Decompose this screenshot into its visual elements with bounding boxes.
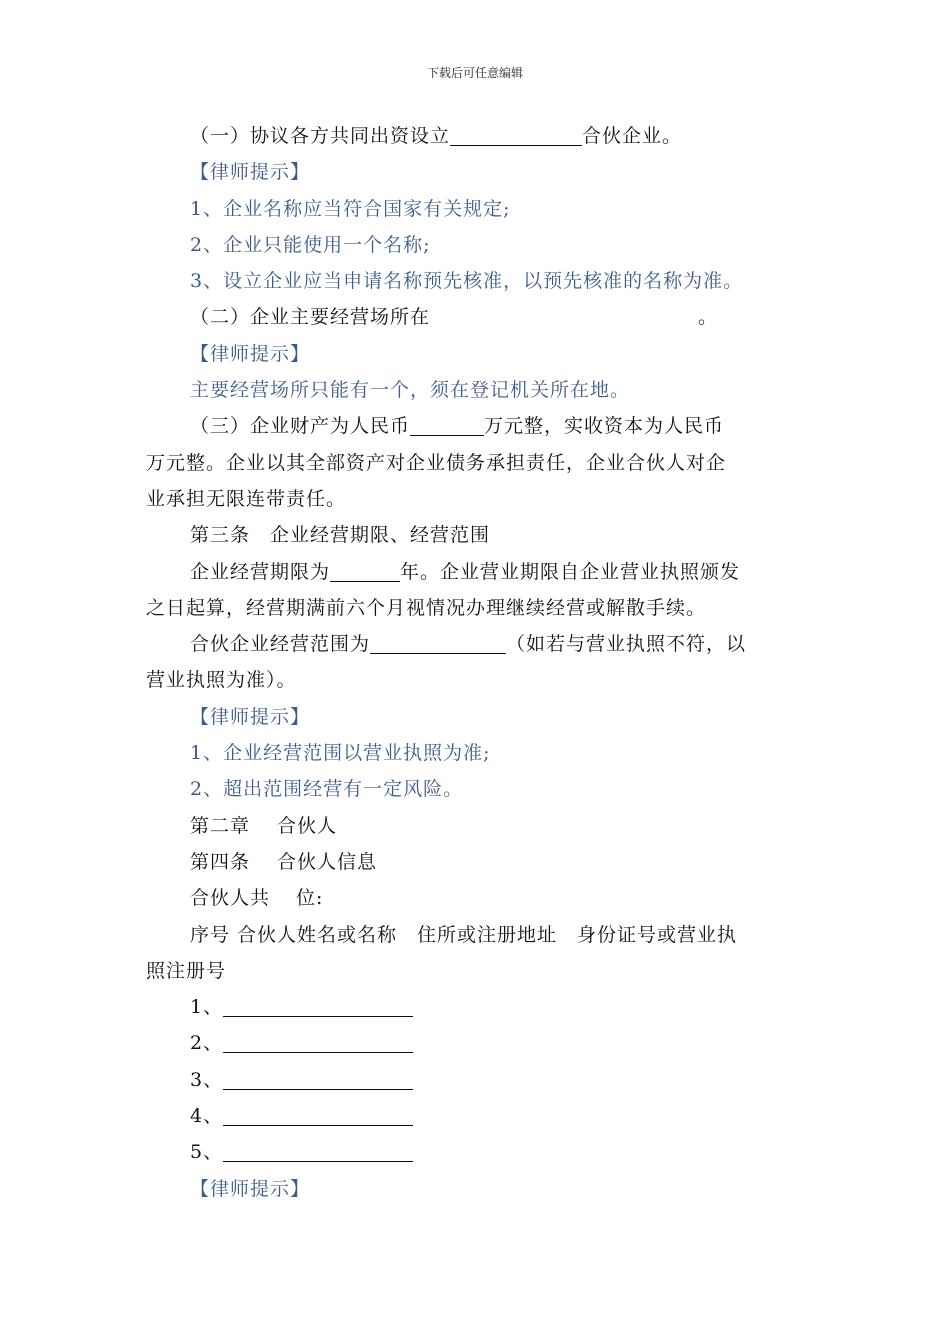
enterprise-name-blank[interactable] [450,123,582,146]
paragraph-2 [146,299,806,335]
paragraph-3-line-1 [146,408,806,444]
paragraph-3-line-2: 万元整。企业以其全部资产对企业债务承担责任，企业合伙人对企 [146,451,727,474]
paragraph-1-pre: （一）协议各方共同出资设立 [190,125,451,147]
capital-amount-blank[interactable] [410,413,484,436]
tip-3-item-1: 1、企业经营范围以营业执照为准; [190,742,491,765]
lawyer-tip-title-1: 【律师提示】 [190,161,311,184]
partner-count-pre: 合伙人共 [190,887,271,910]
paragraph-2-pre: （二）企业主要经营场所在 [190,306,431,329]
paragraph-4-pre: 企业经营期限为 [190,560,331,583]
partner-entry-blank[interactable] [223,994,413,1017]
partner-columns-line-1: 序号 合伙人姓名或名称 住所或注册地址 身份证号或营业执 [190,923,738,946]
partner-count-line [146,880,806,916]
term-years-blank[interactable] [330,559,400,582]
tip-2-text: 主要经营场所只能有一个，须在登记机关所在地。 [190,379,631,402]
chapter-2-title: 第二章 合伙人 [190,814,338,837]
partner-entry-4 [146,1098,806,1134]
lawyer-tip-title-2: 【律师提示】 [190,342,311,365]
partner-entry-number: 3、 [190,1068,224,1091]
paragraph-2-post: 。 [698,306,719,329]
partner-count-post: 位: [296,887,324,910]
article-4-title: 第四条 合伙人信息 [190,850,378,873]
tip-1-item-1: 1、企业名称应当符合国家有关规定; [190,197,511,220]
lawyer-tip-title-4: 【律师提示】 [190,1177,311,1200]
page-header: 下载后可任意编辑 [426,66,523,80]
partner-entry-number: 2、 [190,1032,224,1055]
partner-entry-number: 5、 [190,1141,224,1164]
tip-1-item-3: 3、设立企业应当申请名称预先核准，以预先核准的名称为准。 [190,270,744,293]
partner-entry-number: 4、 [190,1105,224,1128]
paragraph-4-line-1 [146,554,806,590]
paragraph-5-pre: 合伙企业经营范围为 [190,633,371,656]
paragraph-4-line-2: 之日起算，经营期满前六个月视情况办理继续经营或解散手续。 [146,596,707,619]
paragraph-3-line-3: 业承担无限连带责任。 [146,487,347,510]
paragraph-5-line-1 [146,626,806,662]
document-body [146,118,806,1207]
lawyer-tip-title-3: 【律师提示】 [190,705,311,728]
partner-entry-blank[interactable] [223,1030,413,1053]
tip-1-item-2: 2、企业只能使用一个名称; [190,233,431,256]
partner-entry-blank[interactable] [223,1067,413,1090]
paragraph-4-post: 年。企业营业期限自企业营业执照颁发 [400,560,741,583]
article-3-title: 第三条 企业经营期限、经营范围 [190,524,491,547]
partner-entry-blank[interactable] [223,1103,413,1126]
partner-columns-line-2: 照注册号 [146,959,227,982]
paragraph-1 [146,118,806,154]
partner-entry-2 [146,1025,806,1061]
partner-entry-blank[interactable] [223,1139,413,1162]
paragraph-3-pre: （三）企业财产为人民币 [190,415,411,438]
tip-3-item-2: 2、超出范围经营有一定风险。 [190,778,464,801]
paragraph-1-post: 合伙企业。 [582,125,683,147]
paragraph-3-mid: 万元整，实收资本为人民币 [484,415,725,438]
partner-entry-1 [146,989,806,1025]
partner-entry-5 [146,1134,806,1170]
paragraph-5-line-2: 营业执照为准）。 [146,669,297,692]
paragraph-5-post: （如若与营业执照不符，以 [506,633,747,656]
partner-entry-3 [146,1062,806,1098]
partner-entry-number: 1、 [190,996,224,1019]
business-scope-blank[interactable] [370,631,506,654]
